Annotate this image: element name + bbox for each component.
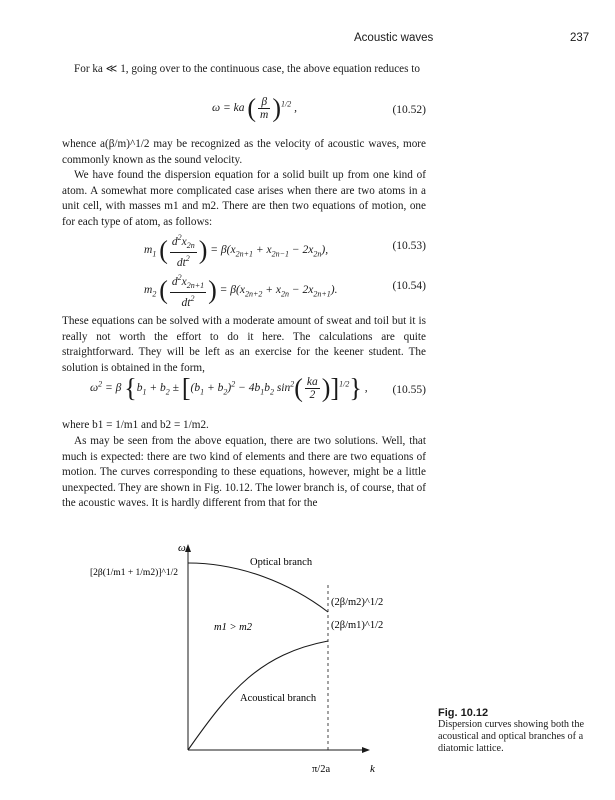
page-number: 237 xyxy=(570,32,590,44)
omega-max-label: [2β(1/m1 + 1/m2)]^1/2 xyxy=(90,568,179,578)
optical-branch-label: Optical branch xyxy=(250,557,313,568)
paragraph-where: where b1 = 1/m1 and b2 = 1/m2. xyxy=(62,419,209,431)
paragraph-intro: For ka ≪ 1, going over to the continuous case, the above equation reduces to xyxy=(74,63,421,75)
y-axis-arrow xyxy=(185,544,191,552)
equation-number: (10.53) xyxy=(392,240,426,252)
equation-number: (10.54) xyxy=(392,280,426,292)
paragraph-solution: These equations can be solved with a moderate amount of sweat and toil but it is really not worth the effort to do it here. The calculations are quite straightforward. They will be left as an exercise for the keener student. The solution is obtained in the form, xyxy=(62,315,426,374)
equation-10-53: $m_1$ ( $\frac{d^2x_{2n}}{dt^2}$ ) = $\beta(x_{2n+1} + x_{2n-1} - 2x_{2n})$, (10.53) xyxy=(144,233,426,269)
acoustic-limit-label: (2β/m1)^1/2 xyxy=(331,620,384,631)
figure-caption xyxy=(438,707,598,755)
paragraph-discussion: As may be seen from the above equation, there are two solutions. Well, that much is expected: there are two kind of elements and there are two equations of motion. The curves corresponding to these equations, however, might be a little unexpected. They are shown in Fig. 10.12. The lower branch is, of course, that of the acoustic waves. It is hardly different from that for the xyxy=(62,435,426,509)
x-axis-label: k xyxy=(370,763,375,775)
paragraph-sound-velocity: whence a(β/m)^1/2 may be recognized as the velocity of acoustic waves, more commonly known as the sound velocity. xyxy=(62,138,426,166)
acoustical-branch-label: Acoustical branch xyxy=(240,693,317,704)
equation-number: (10.55) xyxy=(392,384,426,396)
optical-limit-label: (2β/m2)^1/2 xyxy=(331,597,384,608)
equation-10-52: ω = ka ( $\frac{\beta}{m}$ )$^{1/2}$ , (10.52) xyxy=(212,93,426,123)
y-axis-label: ω xyxy=(178,542,186,554)
caption-text: Dispersion curves showing both the acoustical and optical branches of a diatomic lattice. xyxy=(438,719,585,754)
equation-10-55: $\omega^2 = \beta$ {$b_1 + b_2 \pm [(b_1 + b_2)^2 - 4b_1b_2$ $\sin^2$( $\frac{ka}{2}$ )]$^{1/2}$} , (10.55) xyxy=(90,373,426,403)
running-header-title: Acoustic waves xyxy=(354,32,434,44)
paragraph-two-atoms: We have found the dispersion equation for a solid built up from one kind of atom. A somewhat more complicated case arises when there are two atoms in a unit cell, with masses m1 and m2. There are then two equations of motion, one for each type of atom, as follows: xyxy=(62,169,426,228)
caption-label: Fig. 10.12 xyxy=(438,707,489,719)
equation-10-54: $m_2$ ( $\frac{d^2x_{2n+1}}{dt^2}$ ) = $\beta(x_{2n+2} + x_{2n} - 2x_{2n+1})$. (10.54) xyxy=(144,273,426,309)
optical-branch-curve xyxy=(188,563,328,612)
x-axis-arrow xyxy=(362,747,370,753)
mass-relation-label: m1 > m2 xyxy=(214,622,253,633)
equation-number: (10.52) xyxy=(392,104,426,116)
x-tick-label: π/2a xyxy=(312,764,331,775)
